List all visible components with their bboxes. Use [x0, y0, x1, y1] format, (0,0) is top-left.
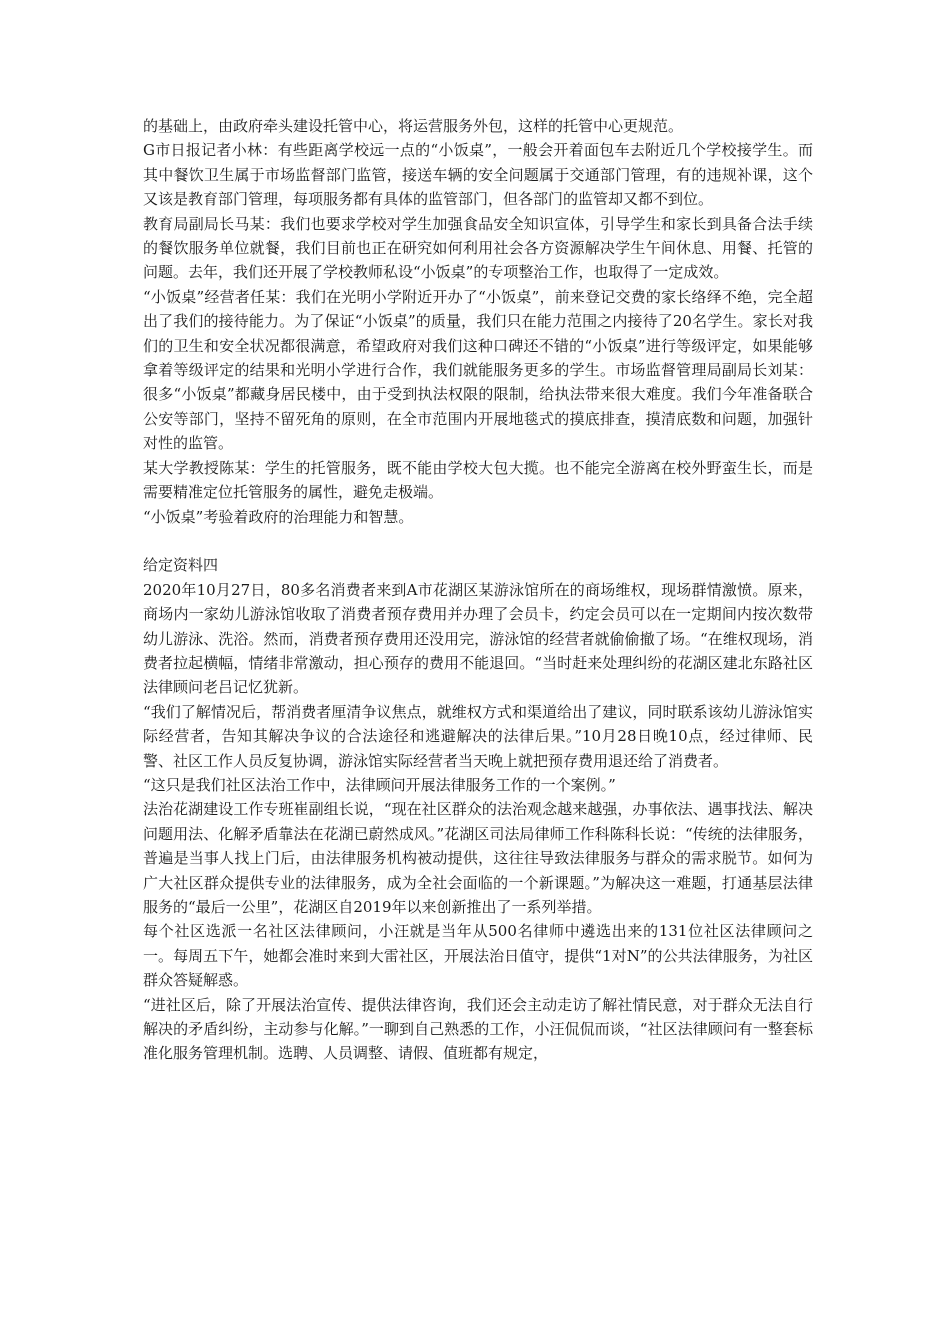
- paragraph: 2020年10月27日，80多名消费者来到A市花湖区某游泳馆所在的商场维权，现场群情激愤。原来，商场内一家幼儿游泳馆收取了消费者预存费用并办理了会员卡，约定会员可以在一定期间内按次数带幼儿游泳、洗浴。然而，消费者预存费用还没用完，游泳馆的经营者就偷偷撤了场。“在维权现场，消费者拉起横幅，情绪非常激动，担心预存的费用不能退回。“当时赶来处理纠纷的花湖区建北东路社区法律顾问老吕记忆犹新。: [143, 580, 813, 697]
- section-title: 给定资料四: [143, 556, 219, 575]
- paragraph: “小饭桌”考验着政府的治理能力和智慧。: [143, 507, 414, 526]
- paragraph: 每个社区选派一名社区法律顾问，小汪就是当年从500名律师中遴选出来的131位社区法律顾问之一。每周五下午，她都会准时来到大雷社区，开展法治日值守，提供“1对N”的公共法律服务，为社区群众答疑解惑。: [143, 922, 813, 990]
- paragraph: 教育局副局长马某：我们也要求学校对学生加强食品安全知识宣体，引导学生和家长到具备合法手续的餐饮服务单位就餐，我们目前也正在研究如何利用社会各方资源解决学生午间休息、用餐、托管的问题。去年，我们还开展了学校教师私设“小饭桌”的专项整治工作，也取得了一定成效。: [143, 214, 813, 282]
- paragraph: 某大学教授陈某：学生的托管服务，既不能由学校大包大揽。也不能完全游离在校外野蛮生长，而是需要精准定位托管服务的属性，避免走极端。: [143, 458, 813, 502]
- document-page: [143, 114, 813, 1066]
- paragraph: “我们了解情况后，帮消费者厘清争议焦点，就维权方式和渠道给出了建议，同时联系该幼儿游泳馆实际经营者，告知其解决争议的合法途径和逃避解决的法律后果。”10月28日晚10点，经过律师、民警、社区工作人员反复协调，游泳馆实际经营者当天晚上就把预存费用退还给了消费者。: [143, 702, 813, 770]
- paragraph: “这只是我们社区法治工作中，法律顾问开展法律服务工作的一个案例。”: [143, 775, 616, 794]
- blank-line: [143, 529, 813, 553]
- paragraph: 法治花湖建设工作专班崔副组长说，“现在社区群众的法治观念越来越强，办事依法、遇事找法、解决问题用法、化解矛盾靠法在花湖已蔚然成风。”花湖区司法局律师工作科陈科长说：“传统的法律服务，普遍是当事人找上门后，由法律服务机构被动提供，这往往导致法律服务与群众的需求脱节。如何为广大社区群众提供专业的法律服务，成为全社会面临的一个新课题。”为解决这一难题，打通基层法律服务的“最后一公里”，花湖区自2019年以来创新推出了一系列举措。: [143, 800, 813, 916]
- paragraph: 的基础上，由政府牵头建设托管中心，将运营服务外包，这样的托管中心更规范。: [143, 117, 684, 135]
- paragraph: “进社区后，除了开展法治宣传、提供法律咨询，我们还会主动走访了解社情民意，对于群众无法自行解决的矛盾纠纷，主动参与化解。”一聊到自己熟悉的工作，小汪侃侃而谈，“社区法律顾问有一整套标准化服务管理机制。选聘、人员调整、请假、值班都有规定，: [143, 995, 813, 1063]
- paragraph: G市日报记者小林：有些距离学校远一点的“小饭桌”，一般会开着面包车去附近几个学校接学生。而其中餐饮卫生属于市场监督部门监管，接送车辆的安全问题属于交通部门管理，有的违规补课，这个又该是教育部门管理，每项服务都有具体的监管部门，但各部门的监管却又都不到位。: [143, 141, 813, 209]
- paragraph: “小饭桌”经营者任某：我们在光明小学附近开办了“小饭桌”，前来登记交费的家长络绎不绝，完全超出了我们的接待能力。为了保证“小饭桌”的质量，我们只在能力范围之内接待了20名学生。家长对我们的卫生和安全状况都很满意，希望政府对我们这种口碑还不错的“小饭桌”进行等级评定，如果能够拿着等级评定的结果和光明小学进行合作，我们就能服务更多的学生。市场监督管理局副局长刘某：很多“小饭桌”都藏身居民楼中，由于受到执法权限的限制，给执法带来很大难度。我们今年准备联合公安等部门，坚持不留死角的原则，在全市范围内开展地毯式的摸底排查，摸清底数和问题，加强针对性的监管。: [143, 287, 813, 453]
